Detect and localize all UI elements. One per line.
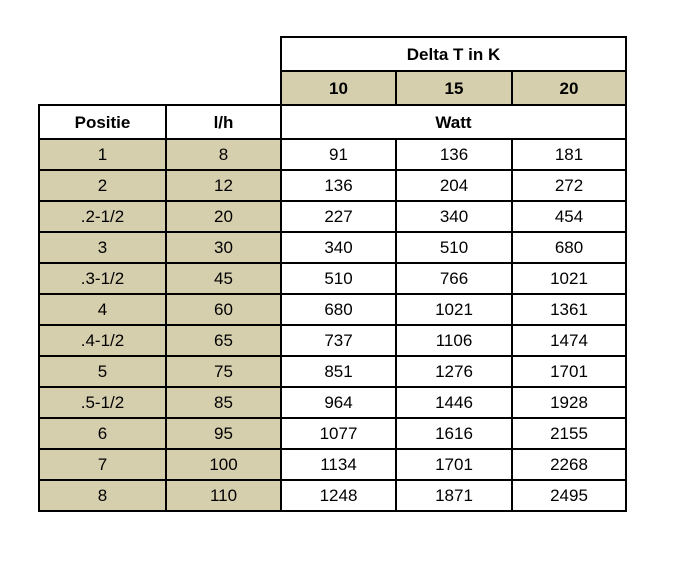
flow-cell: 85 [166, 387, 281, 418]
watt-10-cell: 964 [281, 387, 396, 418]
watt-10-cell: 136 [281, 170, 396, 201]
watt-15-cell: 1021 [396, 294, 512, 325]
empty-corner-lower [39, 71, 281, 105]
delta-20-header: 20 [512, 71, 626, 105]
positie-cell: 2 [39, 170, 166, 201]
positie-cell: .3-1/2 [39, 263, 166, 294]
watt-20-cell: 1701 [512, 356, 626, 387]
flow-header: l/h [166, 105, 281, 139]
watt-10-cell: 1134 [281, 449, 396, 480]
watt-10-cell: 680 [281, 294, 396, 325]
watt-10-cell: 227 [281, 201, 396, 232]
flow-cell: 95 [166, 418, 281, 449]
watt-20-cell: 272 [512, 170, 626, 201]
table-row [39, 356, 626, 387]
watt-10-cell: 737 [281, 325, 396, 356]
watt-header: Watt [281, 105, 626, 139]
watt-15-cell: 1276 [396, 356, 512, 387]
table-row [39, 139, 626, 170]
table-row [39, 263, 626, 294]
watt-15-cell: 1616 [396, 418, 512, 449]
watt-10-cell: 1077 [281, 418, 396, 449]
watt-20-cell: 454 [512, 201, 626, 232]
delta-15-header: 15 [396, 71, 512, 105]
delta-t-header: Delta T in K [281, 37, 626, 71]
flow-cell: 65 [166, 325, 281, 356]
delta-10-header: 10 [281, 71, 396, 105]
table-row [39, 325, 626, 356]
table-row [39, 294, 626, 325]
watt-20-cell: 1474 [512, 325, 626, 356]
watt-20-cell: 2268 [512, 449, 626, 480]
positie-cell: .5-1/2 [39, 387, 166, 418]
watt-20-cell: 1021 [512, 263, 626, 294]
flow-cell: 75 [166, 356, 281, 387]
watt-table [38, 36, 627, 512]
flow-cell: 20 [166, 201, 281, 232]
flow-cell: 8 [166, 139, 281, 170]
table-row [39, 449, 626, 480]
watt-20-cell: 2155 [512, 418, 626, 449]
table-row [39, 201, 626, 232]
watt-20-cell: 1361 [512, 294, 626, 325]
positie-cell: 5 [39, 356, 166, 387]
positie-cell: 4 [39, 294, 166, 325]
table-row [39, 387, 626, 418]
table-row [39, 170, 626, 201]
watt-15-cell: 766 [396, 263, 512, 294]
watt-10-cell: 340 [281, 232, 396, 263]
watt-15-cell: 204 [396, 170, 512, 201]
table-row [39, 418, 626, 449]
watt-20-cell: 2495 [512, 480, 626, 511]
watt-20-cell: 1928 [512, 387, 626, 418]
positie-cell: 6 [39, 418, 166, 449]
watt-10-cell: 91 [281, 139, 396, 170]
watt-10-cell: 1248 [281, 480, 396, 511]
positie-cell: 3 [39, 232, 166, 263]
watt-15-cell: 1446 [396, 387, 512, 418]
flow-cell: 60 [166, 294, 281, 325]
flow-cell: 12 [166, 170, 281, 201]
watt-15-cell: 1871 [396, 480, 512, 511]
positie-cell: 8 [39, 480, 166, 511]
positie-cell: .4-1/2 [39, 325, 166, 356]
table-row [39, 232, 626, 263]
positie-cell: .2-1/2 [39, 201, 166, 232]
positie-header: Positie [39, 105, 166, 139]
watt-20-cell: 181 [512, 139, 626, 170]
watt-15-cell: 340 [396, 201, 512, 232]
empty-corner [39, 37, 281, 71]
flow-cell: 100 [166, 449, 281, 480]
table-row [39, 480, 626, 511]
watt-20-cell: 680 [512, 232, 626, 263]
watt-15-cell: 136 [396, 139, 512, 170]
flow-cell: 30 [166, 232, 281, 263]
positie-cell: 1 [39, 139, 166, 170]
watt-10-cell: 510 [281, 263, 396, 294]
flow-cell: 110 [166, 480, 281, 511]
flow-cell: 45 [166, 263, 281, 294]
positie-cell: 7 [39, 449, 166, 480]
watt-15-cell: 510 [396, 232, 512, 263]
watt-15-cell: 1701 [396, 449, 512, 480]
watt-15-cell: 1106 [396, 325, 512, 356]
watt-10-cell: 851 [281, 356, 396, 387]
